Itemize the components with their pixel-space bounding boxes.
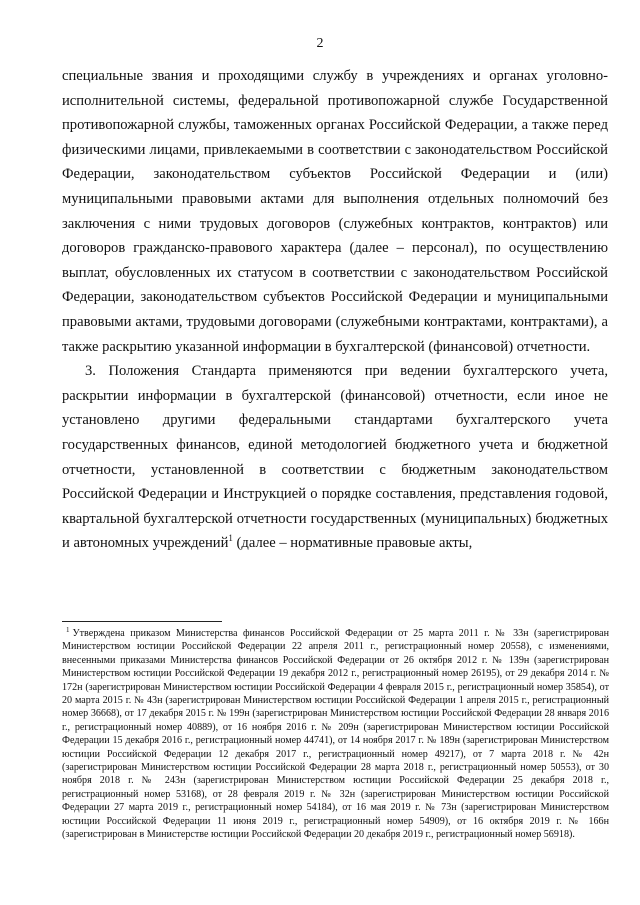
page-number: 2	[316, 36, 324, 51]
paragraph-3-tail: (далее – нормативные правовые акты,	[232, 535, 473, 552]
paragraph-3-text: 3. Положения Стандарта применяются при ведении бухгалтерского учета, раскрытии информации в бухгалтерской (финансовой) отчетности, если иное не установлено другими федеральными стандартами бухгалтерского учета государственных финансов, единой методологией бюджетного учета и бюджетной отчетности, установленной в соответствии с бюджетным законодательством Российской Федерации и Инструкцией о порядке составления, представления годовой, квартальной бухгалтерской отчетности государственных (муниципальных) бюджетных и автономных учреждений	[62, 363, 608, 552]
footnote-1	[62, 627, 609, 842]
footnote-reference: 1	[228, 533, 233, 544]
paragraph-continuation: специальные звания и проходящими службу в учреждениях и органах уголовно-исполнительной системы, федеральной противопожарной службе Государственной противопожарной службы, таможенных органах Российской Федерации, а также перед физическими лицами, привлекаемыми в соответствии с законодательством Российской Федерации, законодательством субъектов Российской Федерации и (или) муниципальными правовыми актами для выполнения отдельных полномочий без заключения с ними трудовых договоров (служебных контрактов, контрактов) или договоров гражданско-правового характера (далее – персонал), по осуществлению выплат, обусловленных их статусом в соответствии с законодательством Российской Федерации, законодательством субъектов Российской Федерации и муниципальными правовыми актами, трудовыми договорами (служебными контрактами, контрактами), а также раскрытию указанной информации в бухгалтерской (финансовой) отчетности.	[62, 68, 608, 355]
footnote-separator	[62, 621, 222, 622]
document-body	[62, 64, 608, 556]
footnote-marker: 1	[66, 625, 70, 634]
footnote-text: Утверждена приказом Министерства финансов Российской Федерации от 25 марта 2011 г. № 33н (зарегистрирован Министерством юстиции Российской Федерации 22 апреля 2011 г., регистрационный номер 20558), с изменениями, внесенными приказами Министерства финансов Российской Федерации от 26 октября 2012 г. № 139н (зарегистрирован Министерством юстиции Российской Федерации 19 декабря 2012 г., регистрационный номер 26195), от 29 декабря 2014 г. № 172н (зарегистрирован Министерством юстиции Российской Федерации 4 февраля 2015 г., регистрационный номер 35854), от 20 марта 2015 г. № 43н (зарегистрирован Министерством юстиции Российской Федерации 1 апреля 2015 г., регистрационный номер 36668), от 17 декабря 2015 г. № 199н (зарегистрирован Министерством юстиции Российской Федерации 28 января 2016 г., регистрационный номер 40889), от 16 ноября 2016 г. № 209н (зарегистрирован Министерством юстиции Российской Федерации 15 декабря 2016 г., регистрационный номер 44741), от 14 ноября 2017 г. № 189н (зарегистрирован Министерством юстиции Российской Федерации 12 декабря 2017 г., регистрационный номер 49217), от 7 марта 2018 г. № 42н (зарегистрирован Министерством юстиции Российской Федерации 28 марта 2018 г., регистрационный номер 50553), от 30 ноября 2018 г. № 243н (зарегистрирован Министерством юстиции Российской Федерации 25 декабря 2018 г., регистрационный номер 53168), от 28 февраля 2019 г. № 32н (зарегистрирован Министерством юстиции Российской Федерации 27 марта 2019 г., регистрационный номер 54184), от 16 мая 2019 г. № 73н (зарегистрирован Министерством юстиции Российской Федерации 11 июня 2019 г., регистрационный номер 54909), от 16 октября 2019 г. № 166н (зарегистрирован в Министерстве юстиции Российской Федерации 20 декабря 2019 г., регистрационный номер 56918).	[62, 628, 609, 841]
paragraph-3	[62, 359, 608, 556]
footnote	[62, 627, 609, 842]
